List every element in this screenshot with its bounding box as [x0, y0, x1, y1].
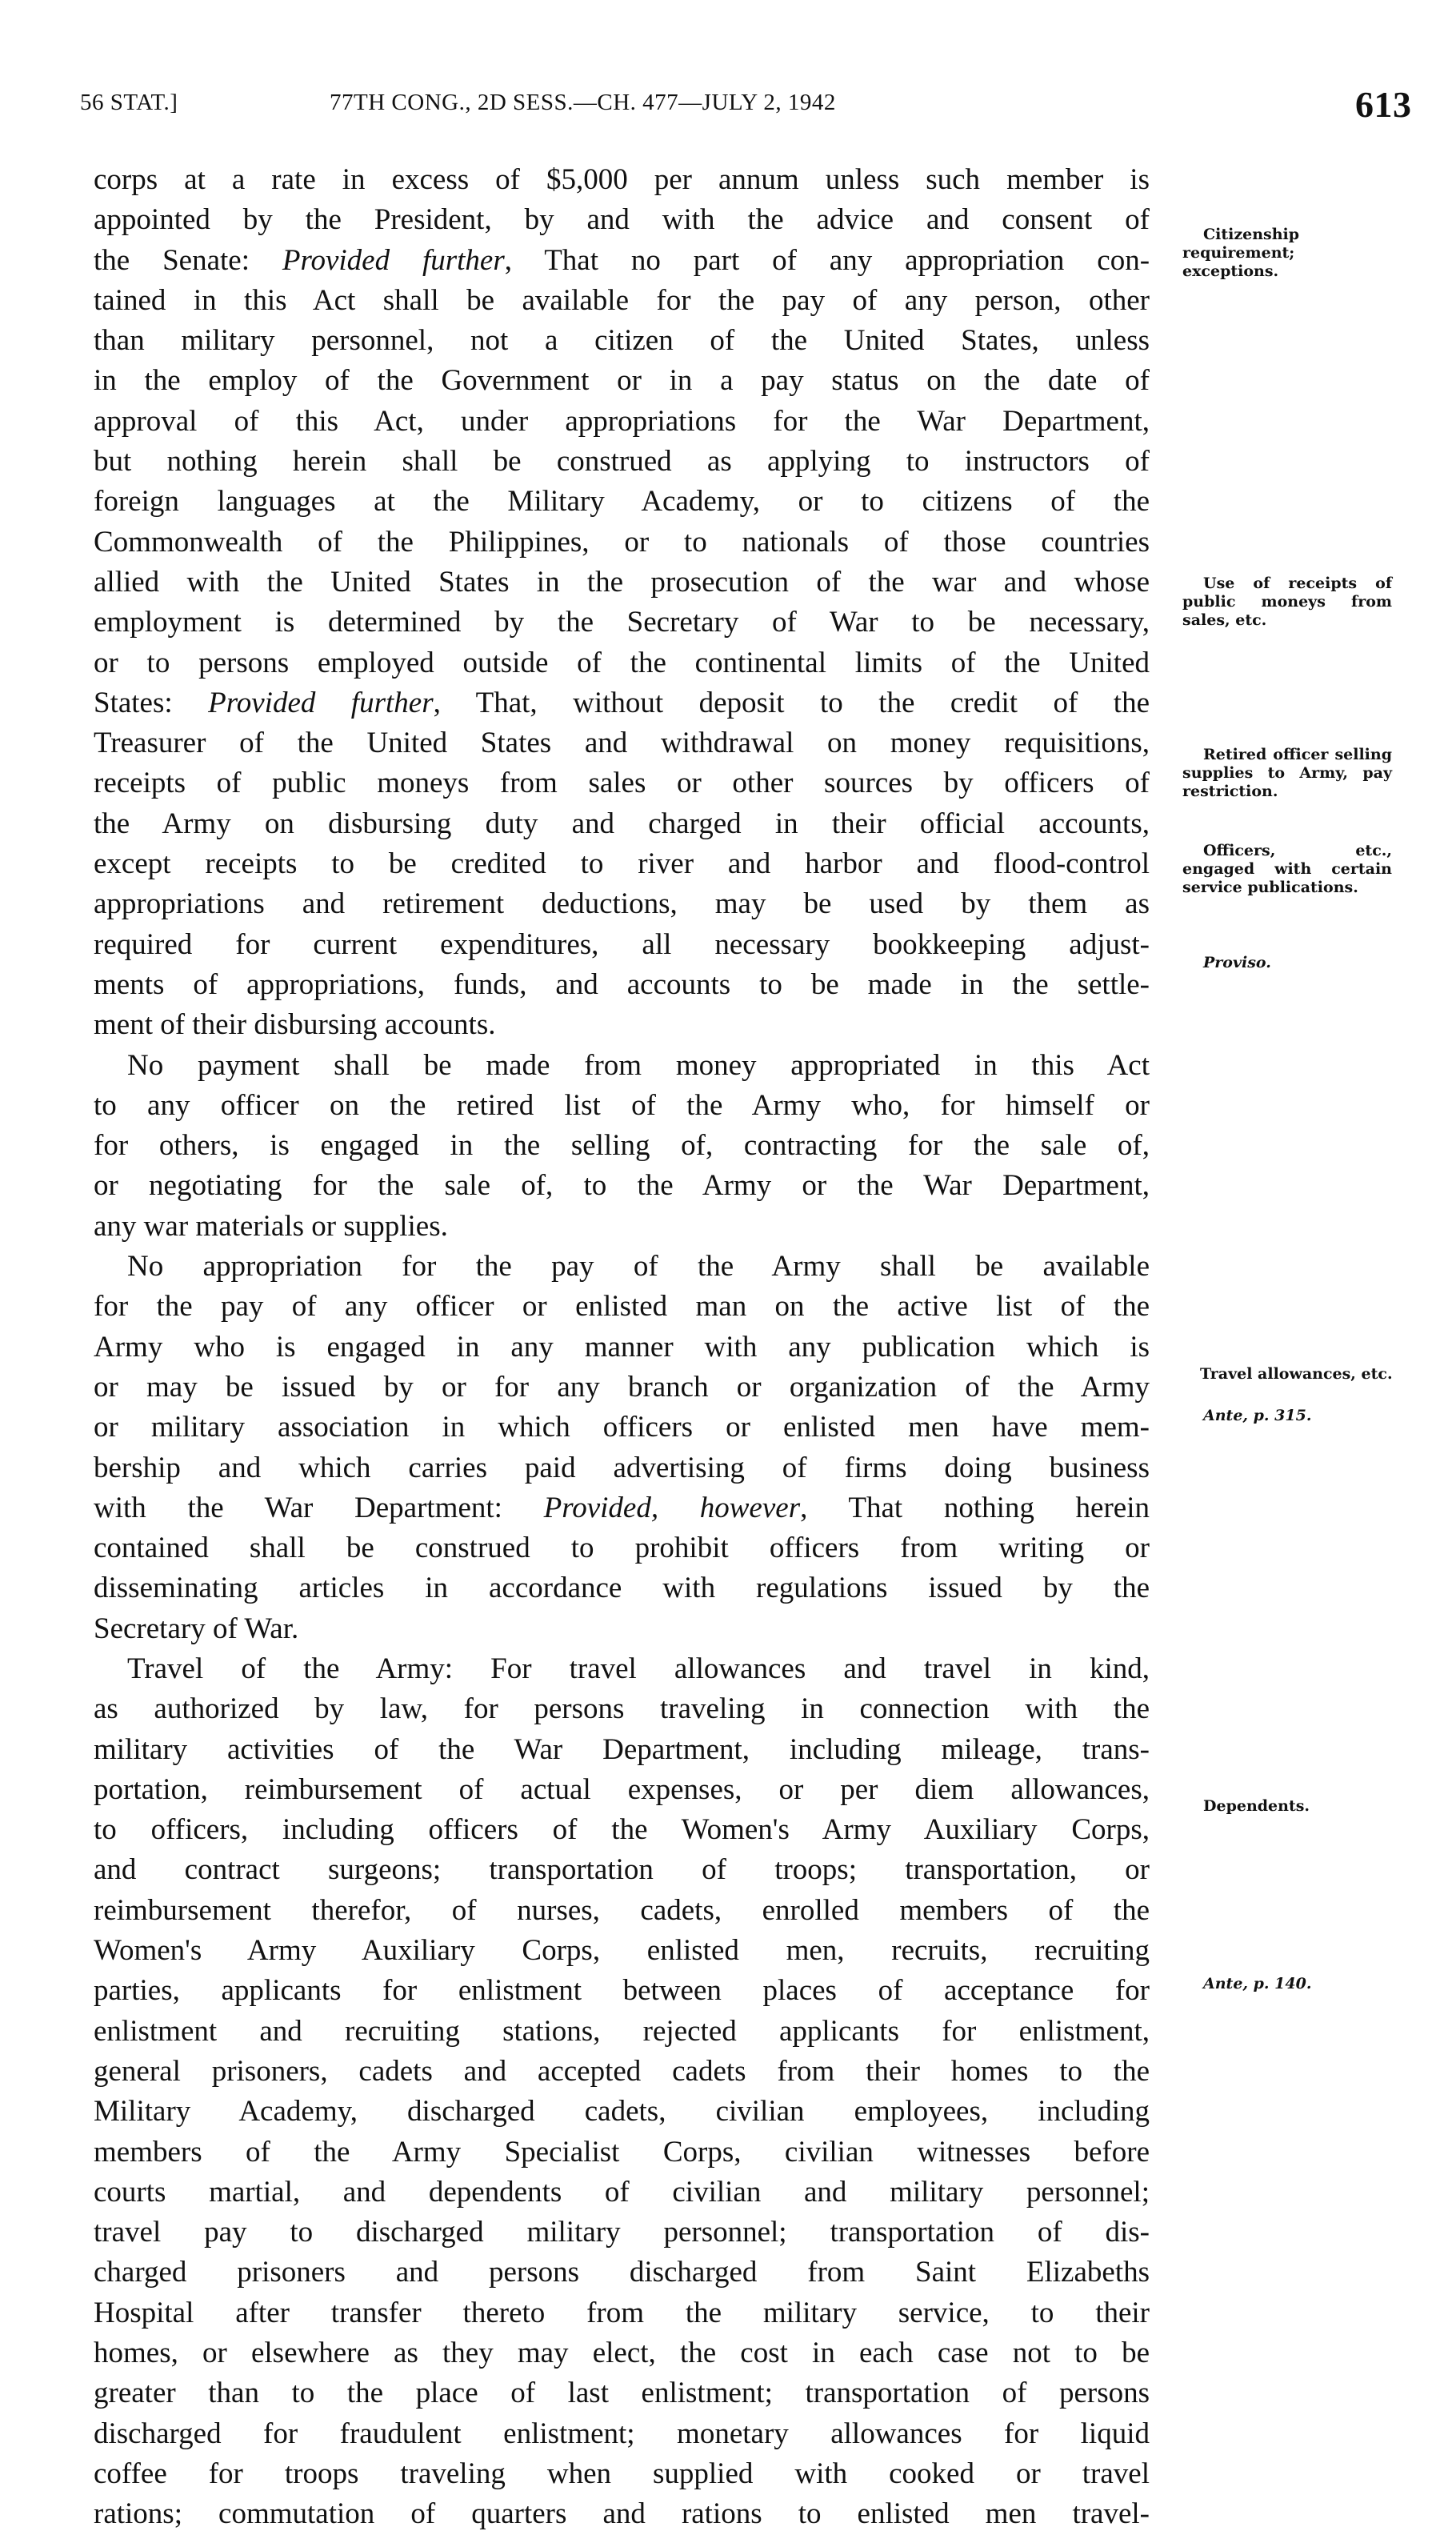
text-segment: , That, without deposit to the credit of the [433, 686, 1150, 719]
text-line [94, 1488, 1150, 1528]
margin-note-dependents: Dependents. [1203, 1797, 1310, 1815]
text-segment: or negotiating for the sale of, to the Army or the War Department, [94, 1169, 1150, 1203]
text-line [94, 523, 1150, 563]
text-segment: , That no part of any appropriation con- [504, 243, 1150, 277]
text-line [94, 563, 1150, 603]
text-segment: No appropriation for the pay of the Army shall be available [127, 1250, 1150, 1284]
text-line [94, 2373, 1150, 2413]
statute-body-text [94, 160, 1150, 2535]
text-segment: bership and which carries paid advertising of firms doing business [94, 1451, 1150, 1484]
text-line [94, 321, 1150, 361]
text-segment: or military association in which officers or enlisted men have mem- [94, 1411, 1150, 1444]
text-line [94, 2173, 1150, 2213]
text-segment: tained in this Act shall be available for the pay of any person, other [94, 283, 1150, 317]
text-segment: for others, is engaged in the selling of, contracting for the sale of, [94, 1129, 1150, 1163]
text-line [94, 2012, 1150, 2052]
text-line [94, 1730, 1150, 1770]
text-line [94, 402, 1150, 442]
text-segment: , That nothing herein [800, 1491, 1150, 1524]
text-line [94, 1408, 1150, 1448]
text-segment: appropriations and retirement deductions, may be used by them as [94, 887, 1150, 921]
text-segment: or to persons employed outside of the continental limits of the United [94, 646, 1150, 679]
text-segment: required for current expenditures, all necessary bookkeeping adjust- [94, 927, 1150, 961]
text-line [94, 200, 1150, 240]
text-line [94, 643, 1150, 683]
text-segment: travel pay to discharged military personnel; transportation of dis- [94, 2216, 1150, 2249]
text-segment: Women's Army Auxiliary Corps, enlisted men, recruits, recruiting [94, 1934, 1150, 1968]
text-line [94, 2092, 1150, 2132]
text-segment: any war materials or supplies. [94, 1209, 448, 1243]
text-line [94, 844, 1150, 884]
text-line [94, 884, 1150, 924]
text-segment: Army who is engaged in any manner with any publication which is [94, 1330, 1150, 1364]
text-line [94, 1689, 1150, 1729]
text-line [94, 2133, 1150, 2173]
text-segment: coffee for troops traveling when supplied with cooked or travel [94, 2457, 1150, 2490]
text-segment: contained shall be construed to prohibit officers from writing or [94, 1532, 1150, 1565]
text-segment: Hospital after transfer thereto from the military service, to their [94, 2296, 1150, 2329]
margin-note-use-of-receipts: Use of receipts of public moneys from sales, etc. [1182, 575, 1392, 629]
text-segment: approval of this Act, under appropriations for the War Department, [94, 404, 1150, 438]
text-segment: Treasurer of the United States and withdrawal on money requisitions, [94, 727, 1150, 760]
text-line [94, 160, 1150, 200]
text-line [94, 603, 1150, 643]
text-line [94, 1850, 1150, 1890]
text-line [94, 2454, 1150, 2494]
text-segment: States: [94, 686, 209, 719]
text-line [94, 925, 1150, 965]
text-segment: reimbursement therefor, of nurses, cadets, enrolled members of the [94, 1893, 1150, 1927]
text-line [94, 723, 1150, 763]
text-segment: for the pay of any officer or enlisted man on the active list of the [94, 1290, 1150, 1324]
text-segment: allied with the United States in the prosecution of the war and whose [94, 565, 1150, 599]
margin-note-proviso: Proviso. [1203, 954, 1271, 971]
text-segment: but nothing herein shall be construed as applying to instructors of [94, 445, 1150, 479]
text-segment: the Army on disbursing duty and charged in their official accounts, [94, 807, 1150, 840]
text-line [94, 2494, 1150, 2534]
text-segment: disseminating articles in accordance with regulations issued by the [94, 1572, 1150, 1605]
text-segment: appointed by the President, by and with the advice and consent of [94, 203, 1150, 237]
text-line [94, 1528, 1150, 1568]
page-number: 613 [1355, 84, 1412, 125]
margin-note-travel-allowances: Travel allowances, etc. [1200, 1365, 1393, 1383]
text-line [94, 361, 1150, 401]
text-line [94, 1609, 1150, 1649]
text-segment: enlistment and recruiting stations, rejected applicants for enlistment, [94, 2014, 1150, 2048]
text-line [94, 965, 1150, 1005]
text-line [94, 2293, 1150, 2333]
text-line [94, 1247, 1150, 1287]
text-segment: ments of appropriations, funds, and accounts to be made in the settle- [94, 967, 1150, 1001]
text-line [94, 1448, 1150, 1488]
text-segment: in the employ of the Government or in a pay status on the date of [94, 364, 1150, 398]
margin-note-ante-315: Ante, p. 315. [1203, 1407, 1312, 1424]
text-segment: corps at a rate in excess of $5,000 per annum unless such member is [94, 163, 1150, 196]
text-line [94, 2253, 1150, 2293]
text-line [94, 2213, 1150, 2253]
text-line [94, 2052, 1150, 2092]
text-segment: ment of their disbursing accounts. [94, 1008, 496, 1042]
margin-note-retired-officer: Retired officer selling supplies to Army, pay restriction. [1182, 746, 1392, 800]
text-segment: Commonwealth of the Philippines, or to nationals of those countries [94, 525, 1150, 559]
running-title: 77TH CONG., 2D SESS.—CH. 477—JULY 2, 1942 [330, 90, 836, 115]
text-segment: Travel of the Army: For travel allowances and travel in kind, [127, 1652, 1150, 1685]
text-segment: with the War Department: [94, 1491, 544, 1524]
text-segment: parties, applicants for enlistment between places of acceptance for [94, 1974, 1150, 2008]
text-segment: military activities of the War Department, including mileage, trans- [94, 1732, 1150, 1766]
text-segment: greater than to the place of last enlistment; transportation of persons [94, 2377, 1150, 2410]
text-segment: general prisoners, cadets and accepted cadets from their homes to the [94, 2054, 1150, 2088]
text-segment: to any officer on the retired list of the Army who, for himself or [94, 1088, 1150, 1122]
text-line [94, 1891, 1150, 1931]
text-line [94, 1126, 1150, 1166]
proviso-phrase: Provided further [208, 686, 434, 719]
text-line [94, 2414, 1150, 2454]
text-segment: No payment shall be made from money appropriated in this Act [127, 1048, 1150, 1082]
text-segment: and contract surgeons; transportation of troops; transportation, or [94, 1853, 1150, 1887]
text-line [94, 1005, 1150, 1045]
text-segment: receipts of public moneys from sales or other sources by officers of [94, 767, 1150, 800]
text-line [94, 1568, 1150, 1608]
text-segment: members of the Army Specialist Corps, civilian witnesses before [94, 2135, 1150, 2169]
text-line [94, 1086, 1150, 1126]
text-line [94, 683, 1150, 723]
text-segment: as authorized by law, for persons traveling in connection with the [94, 1692, 1150, 1726]
text-segment: homes, or elsewhere as they may elect, the cost in each case not to be [94, 2337, 1150, 2370]
text-line [94, 763, 1150, 803]
text-line [94, 1971, 1150, 2011]
text-segment: courts martial, and dependents of civilian and military personnel; [94, 2175, 1150, 2209]
text-segment: employment is determined by the Secretary of War to be necessary, [94, 606, 1150, 639]
text-line [94, 442, 1150, 482]
text-segment: than military personnel, not a citizen of the United States, unless [94, 324, 1150, 358]
text-segment: or may be issued by or for any branch or organization of the Army [94, 1370, 1150, 1404]
text-line [94, 241, 1150, 281]
text-segment: discharged for fraudulent enlistment; monetary allowances for liquid [94, 2417, 1150, 2450]
text-segment: portation, reimbursement of actual expenses, or per diem allowances, [94, 1772, 1150, 1806]
proviso-phrase: Provided, however [543, 1491, 801, 1524]
text-line [94, 482, 1150, 522]
margin-note-citizenship: Citizenship requirement; exceptions. [1182, 226, 1300, 280]
text-segment: to officers, including officers of the Women's Army Auxiliary Corps, [94, 1813, 1150, 1847]
text-line [94, 1328, 1150, 1368]
margin-note-officers-engaged: Officers, etc., engaged with certain service publications. [1182, 842, 1392, 896]
text-line [94, 804, 1150, 844]
text-line [94, 1770, 1150, 1810]
text-segment: charged prisoners and persons discharged from Saint Elizabeths [94, 2256, 1150, 2289]
text-line [94, 1810, 1150, 1850]
volume-citation: 56 STAT.] [80, 90, 178, 115]
margin-note-ante-140: Ante, p. 140. [1203, 1975, 1312, 1992]
text-line [94, 1368, 1150, 1408]
text-line [94, 1931, 1150, 1971]
text-segment: the Senate: [94, 243, 282, 277]
text-line [94, 2333, 1150, 2373]
text-segment: foreign languages at the Military Academy, or to citizens of the [94, 485, 1150, 519]
proviso-phrase: Provided further [282, 243, 505, 277]
text-line [94, 1166, 1150, 1206]
text-line [94, 1287, 1150, 1327]
text-line [94, 281, 1150, 321]
text-line [94, 1649, 1150, 1689]
text-line [94, 1207, 1150, 1247]
text-line [94, 1046, 1150, 1086]
text-segment: Military Academy, discharged cadets, civilian employees, including [94, 2095, 1150, 2129]
text-segment: rations; commutation of quarters and rations to enlisted men travel- [94, 2497, 1150, 2531]
text-segment: Secretary of War. [94, 1612, 299, 1645]
text-segment: except receipts to be credited to river and harbor and flood-control [94, 847, 1150, 881]
